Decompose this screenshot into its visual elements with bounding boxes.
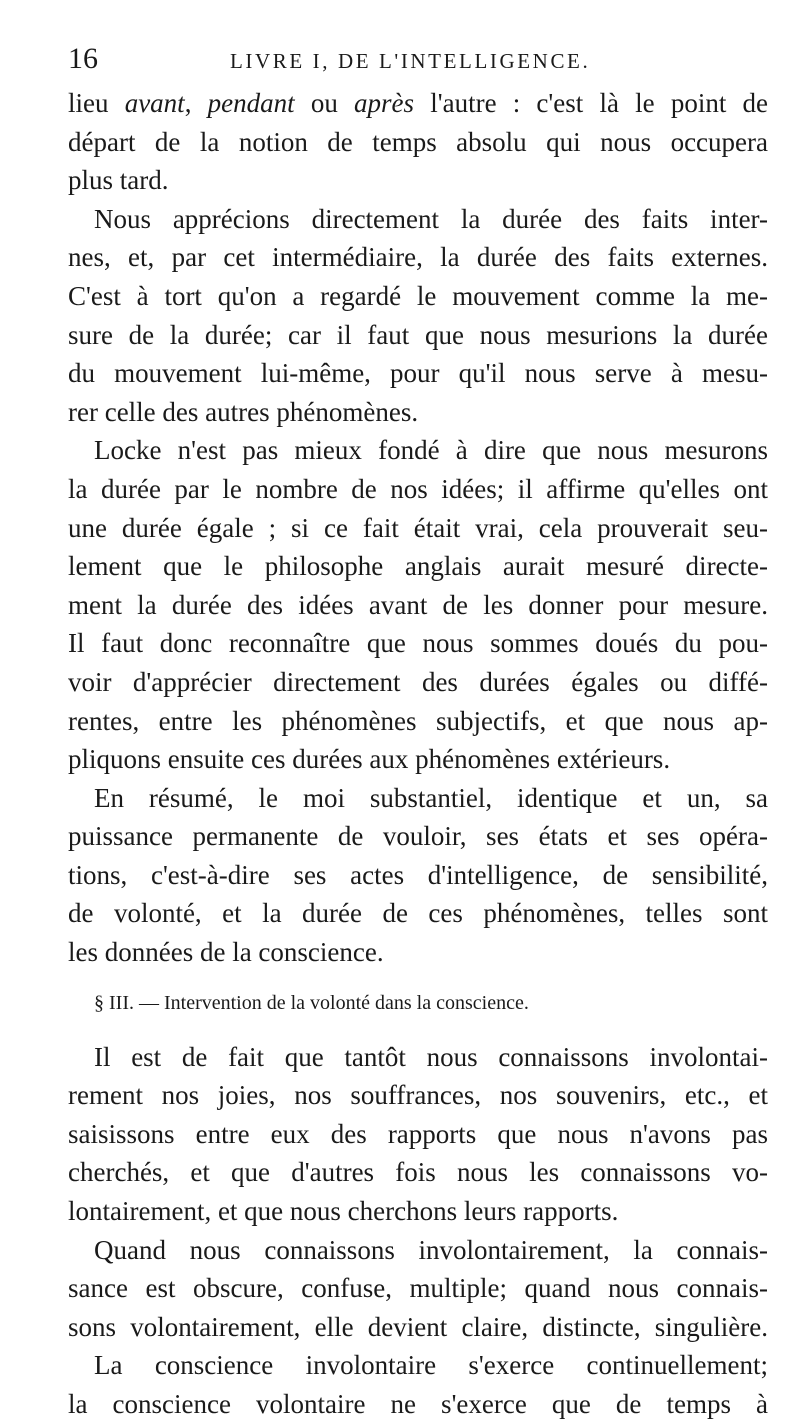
text-line: la conscience volontaire ne s'exerce que de temps à (68, 1389, 768, 1419)
text-line: départ de la notion de temps absolu qui nous occupera (68, 126, 768, 157)
paragraph (68, 1346, 768, 1423)
text-line: ment la durée des idées avant de les donner pour mesure. (68, 589, 768, 620)
text-line: la durée par le nombre de nos idées; il affirme qu'elles ont (68, 473, 768, 504)
text-line: une durée égale ; si ce fait était vrai, cela prouverait seu- (68, 512, 768, 543)
text-line: les données de la conscience. (68, 937, 384, 968)
paragraph (68, 431, 768, 778)
text-line: rement nos joies, nos souffrances, nos souvenirs, etc., et (68, 1080, 768, 1111)
text-line: puissance permanente de vouloir, ses états et ses opéra- (68, 821, 768, 852)
paragraph (68, 1231, 768, 1347)
text-line: lontairement, et que nous cherchons leurs rapports. (68, 1196, 619, 1227)
paragraph (68, 1038, 768, 1231)
paragraph (68, 200, 768, 432)
book-page (68, 42, 768, 1424)
text-line: pliquons ensuite ces durées aux phénomènes extérieurs. (68, 744, 671, 775)
text-line: rer celle des autres phénomènes. (68, 396, 419, 427)
text-line: lieu avant, pendant ou après l'autre : c'est là le point de (68, 88, 769, 118)
text-line: rentes, entre les phénomènes subjectifs, et que nous ap- (68, 705, 768, 736)
text-line: Locke n'est pas mieux fondé à dire que nous mesurons (94, 435, 768, 466)
text-line: Il est de fait que tantôt nous connaissons involontai- (94, 1041, 768, 1072)
section-heading: § III. — Intervention de la volonté dans la conscience. (94, 991, 529, 1014)
text-line: tions, c'est-à-dire ses actes d'intelligence, de sensibilité, (68, 859, 768, 890)
paragraph (68, 84, 768, 200)
text-line: du mouvement lui-même, pour qu'il nous serve à mesu- (68, 358, 768, 389)
italic-word: après (354, 88, 415, 118)
italic-word: avant (124, 88, 185, 118)
paragraph (68, 779, 768, 972)
page-number: 16 (68, 42, 98, 75)
text-line: Quand nous connaissons involontairement, la connais- (94, 1234, 768, 1265)
text-line: de volonté, et la durée de ces phénomènes, telles sont (68, 898, 768, 929)
italic-word: pendant (207, 88, 295, 118)
text-line: La conscience involontaire s'exerce continuellement; (94, 1350, 768, 1381)
text-line: lement que le philosophe anglais aurait mesuré directe- (68, 551, 768, 582)
text-line: sure de la durée; car il faut que nous mesurions la durée (68, 319, 768, 350)
text-line: cherchés, et que d'autres fois nous les connaissons vo- (68, 1157, 768, 1188)
text-line: saisissons entre eux des rapports que nous n'avons pas (68, 1118, 768, 1149)
text-line: nes, et, par cet intermédiaire, la durée des faits externes. (68, 242, 768, 273)
text-line: En résumé, le moi substantiel, identique et un, sa (94, 782, 768, 813)
text-line: Nous apprécions directement la durée des faits inter- (94, 203, 768, 234)
text-line: plus tard. (68, 165, 169, 196)
text-line: sons volontairement, elle devient claire, distincte, singulière. (68, 1311, 768, 1342)
text-line: C'est à tort qu'on a regardé le mouvement comme la me- (68, 280, 768, 311)
text-line: voir d'apprécier directement des durées égales ou diffé- (68, 666, 768, 697)
running-head: LIVRE I, DE L'INTELLIGENCE. (230, 49, 591, 73)
page-header (68, 42, 768, 84)
text-line: sance est obscure, confuse, multiple; quand nous connais- (68, 1273, 768, 1304)
text-line: Il faut donc reconnaître que nous sommes doués du pou- (68, 628, 768, 659)
